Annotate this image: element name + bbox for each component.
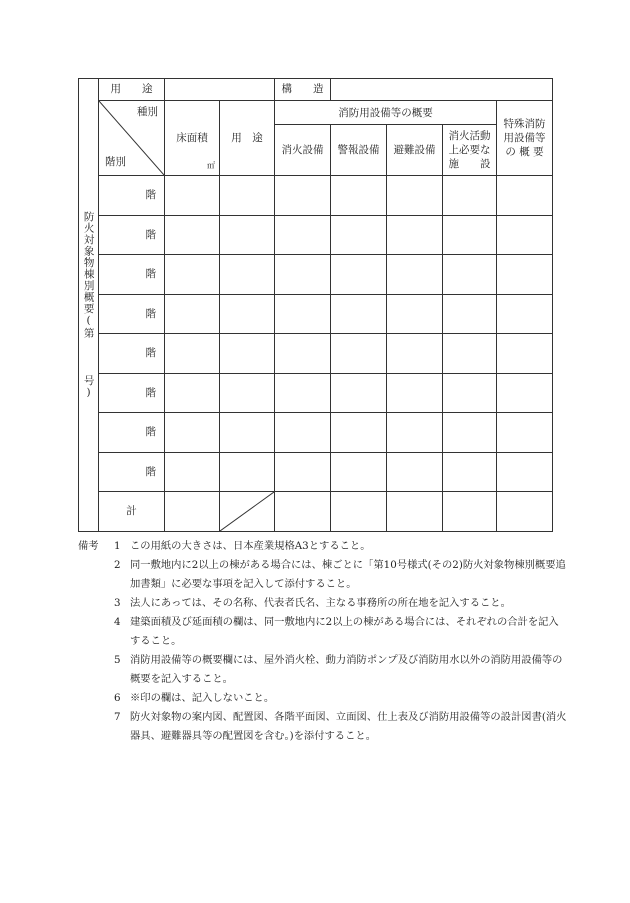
total-label: 計 [99, 492, 165, 532]
cell[interactable] [275, 176, 331, 216]
cell[interactable] [275, 334, 331, 374]
cell[interactable] [165, 294, 220, 334]
cell[interactable] [220, 413, 275, 453]
cell[interactable] [387, 215, 443, 255]
structure-value-field[interactable] [331, 79, 553, 101]
remark-text: 同一敷地内に2以上の棟がある場合には、棟ごとに「第10号様式(その2)防火対象物棟別概要追加書類」に必要な事項を記入して添付すること。 [130, 559, 566, 590]
cell[interactable] [220, 255, 275, 295]
cell[interactable] [497, 176, 553, 216]
cell[interactable] [443, 492, 497, 532]
table-row [79, 413, 553, 453]
remark-text: ※印の欄は、記入しないこと。 [130, 692, 275, 704]
total-area-field[interactable] [165, 492, 220, 532]
cell[interactable] [387, 492, 443, 532]
special-equipment-header: 特殊消防用設備等の 概 要 [497, 101, 553, 176]
cell[interactable] [275, 255, 331, 295]
floor-area-header [165, 101, 220, 176]
cell[interactable] [497, 373, 553, 413]
cell[interactable] [387, 255, 443, 295]
cell[interactable] [275, 492, 331, 532]
use-column-header: 用 途 [220, 101, 275, 176]
remark-number: 1 [114, 540, 121, 552]
remark-number: 3 [114, 597, 121, 609]
table-row [79, 176, 553, 216]
kind-label: 種別 [137, 106, 158, 118]
remark-number: 5 [114, 654, 121, 666]
cell[interactable] [497, 452, 553, 492]
table-row [79, 215, 553, 255]
remark-text: 消防用設備等の概要欄には、屋外消火栓、動力消防ポンプ及び消防用水以外の消防用設備等の概要を記入すること。 [130, 654, 563, 685]
cell[interactable] [443, 176, 497, 216]
floor-row-label: 階 [99, 334, 165, 374]
cell[interactable] [443, 294, 497, 334]
cell[interactable] [443, 334, 497, 374]
cell[interactable] [165, 255, 220, 295]
cell[interactable] [165, 452, 220, 492]
cell[interactable] [443, 413, 497, 453]
crossed-out-diagonal-line [220, 492, 274, 531]
remark-item [78, 689, 568, 708]
alarm-header: 警報設備 [331, 125, 387, 176]
table-row [79, 334, 553, 374]
remark-text: 法人にあっては、その名称、代表者氏名、主なる事務所の所在地を記入すること。 [130, 597, 511, 609]
table-row [79, 255, 553, 295]
cell[interactable] [331, 373, 387, 413]
evacuation-header: 避難設備 [387, 125, 443, 176]
structure-label: 構 造 [275, 79, 331, 101]
total-row [79, 492, 553, 532]
floor-row-label: 階 [99, 215, 165, 255]
vertical-form-title: 防火対象物棟別概要(第号) [79, 79, 99, 532]
cell[interactable] [443, 452, 497, 492]
remark-number: 7 [114, 711, 121, 723]
floor-row-label: 階 [99, 373, 165, 413]
cell[interactable] [331, 255, 387, 295]
cell[interactable] [331, 452, 387, 492]
use-label: 用 途 [99, 79, 165, 101]
cell[interactable] [331, 176, 387, 216]
table-row [79, 294, 553, 334]
cell[interactable] [387, 334, 443, 374]
remarks-prefix: 備考 [78, 540, 99, 552]
cell[interactable] [220, 215, 275, 255]
remark-item [78, 537, 568, 556]
cell[interactable] [165, 334, 220, 374]
floor-row-label: 階 [99, 413, 165, 453]
remark-item [78, 651, 568, 689]
remark-text: 防火対象物の案内図、配置図、各階平面図、立面図、仕上表及び消防用設備等の設計図書(消火器具、避難器具等の配置図を含む。)を添付すること。 [130, 711, 567, 742]
cell[interactable] [331, 294, 387, 334]
remark-item [78, 708, 568, 746]
cell[interactable] [387, 176, 443, 216]
total-use-crossed-cell [220, 492, 275, 532]
cell[interactable] [165, 373, 220, 413]
remarks-section [78, 537, 568, 746]
table-row [79, 373, 553, 413]
cell[interactable] [275, 452, 331, 492]
cell[interactable] [220, 452, 275, 492]
floor-area-label: 床面積 [176, 131, 208, 144]
remark-number: 2 [114, 559, 121, 571]
remark-item [78, 594, 568, 613]
floor-row-label: 階 [99, 294, 165, 334]
building-overview-table [78, 78, 553, 532]
cell[interactable] [387, 373, 443, 413]
cell[interactable] [443, 255, 497, 295]
table-row [79, 452, 553, 492]
cell[interactable] [331, 492, 387, 532]
cell[interactable] [497, 255, 553, 295]
cell[interactable] [497, 294, 553, 334]
floor-row-label: 階 [99, 176, 165, 216]
floor-row-label: 階 [99, 452, 165, 492]
cell[interactable] [497, 413, 553, 453]
floor-row-label: 階 [99, 255, 165, 295]
cell[interactable] [331, 413, 387, 453]
cell[interactable] [497, 492, 553, 532]
cell[interactable] [220, 373, 275, 413]
cell[interactable] [275, 413, 331, 453]
cell[interactable] [275, 215, 331, 255]
firefighting-facility-header: 消火活動上必要な施 設 [443, 125, 497, 176]
remark-number: 4 [114, 616, 121, 628]
use-value-field[interactable] [165, 79, 275, 101]
remark-item [78, 556, 568, 594]
cell[interactable] [387, 413, 443, 453]
cell[interactable] [443, 215, 497, 255]
kind-floor-header [99, 101, 165, 176]
remark-text: 建築面積及び延面積の欄は、同一敷地内に2以上の棟がある場合には、それぞれの合計を記入すること。 [130, 616, 559, 647]
cell[interactable] [387, 294, 443, 334]
cell[interactable] [497, 215, 553, 255]
cell[interactable] [443, 373, 497, 413]
cell[interactable] [220, 176, 275, 216]
equipment-overview-header: 消防用設備等の概要 [275, 101, 497, 125]
cell[interactable] [165, 176, 220, 216]
remark-item [78, 613, 568, 651]
cell[interactable] [497, 334, 553, 374]
cell[interactable] [331, 334, 387, 374]
cell[interactable] [165, 413, 220, 453]
remark-number: 6 [114, 692, 121, 704]
cell[interactable] [220, 334, 275, 374]
cell[interactable] [165, 215, 220, 255]
cell[interactable] [275, 373, 331, 413]
area-unit: ㎡ [207, 161, 215, 171]
cell[interactable] [387, 452, 443, 492]
cell[interactable] [220, 294, 275, 334]
remark-text: この用紙の大きさは、日本産業規格A3とすること。 [130, 540, 371, 552]
floor-label: 階別 [105, 155, 126, 168]
cell[interactable] [331, 215, 387, 255]
cell[interactable] [275, 294, 331, 334]
fire-extinguishing-header: 消火設備 [275, 125, 331, 176]
